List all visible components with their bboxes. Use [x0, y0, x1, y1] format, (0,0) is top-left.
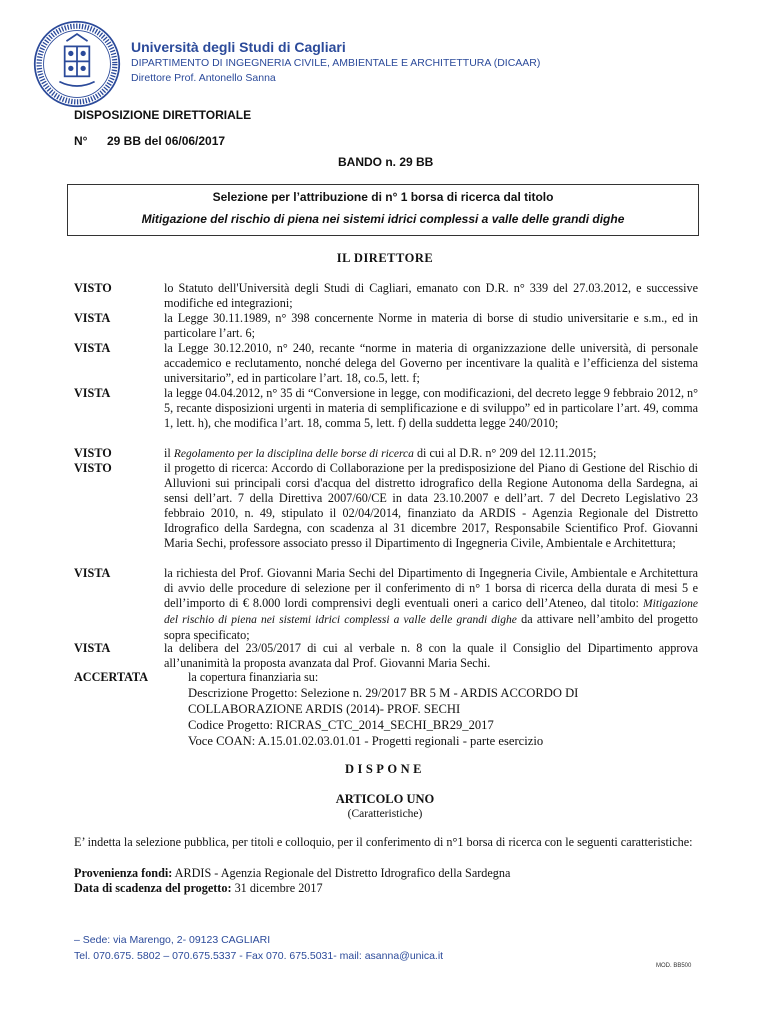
document-number: 29 BB del 06/06/2017: [107, 134, 226, 148]
premise-row: [74, 566, 698, 643]
premise-key: VISTA: [74, 311, 111, 325]
bando-number: BANDO n. 29 BB: [338, 155, 434, 169]
fondi-field: [74, 866, 510, 881]
footer-contacts: Tel. 070.675. 5802 – 070.675.5337 - Fax 070. 675.5031- mail: asanna@unica.it: [74, 950, 444, 962]
premise-key: VISTO: [74, 446, 112, 460]
premise-row: [74, 311, 698, 341]
premise-row: [74, 641, 698, 671]
premise-text: la legge 04.04.2012, n° 35 di “Conversione in legge, con modificazioni, del decreto legge 9 febbraio 2012, n° 5, recante disposizioni urgenti in materia di semplificazione e di sviluppo” ed in particolare l’art. 49, comma 1, lett. h), che modifica l’art. 18, comma 5, lett. f) della suddetta legge 240/2010;: [164, 386, 699, 430]
premise-row: [74, 341, 698, 386]
dispone-heading: DISPONE: [344, 762, 426, 776]
premise-text: la delibera del 23/05/2017 di cui al verbale n. 8 con la quale il Consiglio del Dipartimento approva all’unanimità la proposta avanzata dal Prof. Giovanni Maria Sechi.: [164, 641, 698, 670]
premise-text: la richiesta del Prof. Giovanni Maria Sechi del Dipartimento di Ingegneria Civile, Ambientale e Architettura di avvio delle procedure di selezione per il conferimento di n° 1 borsa di ricerca della durata di mesi 5 e dell’importo di € 8.000 lordi comprensivi degli eventuali oneri a carico dell’Ateneo, dal titolo: Mitigazione del rischio di piena nei sistemi idrici complessi a valle delle grandi dighe da attivare nell’ambito del progetto sopra specificato;: [164, 566, 699, 642]
premise-key: VISTA: [74, 566, 111, 580]
premise-key: VISTA: [74, 341, 111, 355]
il-direttore-heading: IL DIRETTORE: [336, 251, 434, 265]
department-name: DIPARTIMENTO DI INGEGNERIA CIVILE, AMBIENTALE E ARCHITETTURA (DICAAR): [131, 57, 541, 69]
accertata-line: Codice Progetto: RICRAS_CTC_2014_SECHI_BR29_2017: [188, 718, 494, 732]
number-label: N°: [74, 134, 88, 148]
title-box: [67, 184, 699, 236]
accertata-line: Voce COAN: A.15.01.02.03.01.01 - Progetti regionali - parte esercizio: [188, 734, 544, 748]
premise-key: VISTO: [74, 461, 112, 475]
borsa-title: Mitigazione del rischio di piena nei sistemi idrici complessi a valle delle grandi dighe: [164, 598, 698, 626]
scadenza-value: 31 dicembre 2017: [231, 881, 323, 895]
premise-key: VISTO: [74, 281, 112, 295]
title-line-2: Mitigazione del rischio di piena nei sistemi idrici complessi a valle delle grandi dighe: [141, 212, 625, 226]
title-line-1: Selezione per l’attribuzione di n° 1 borsa di ricerca dal titolo: [212, 190, 554, 204]
premise-row: [74, 446, 698, 462]
premise-row: [74, 281, 698, 311]
university-name: Università degli Studi di Cagliari: [131, 39, 346, 55]
premise-key: VISTA: [74, 641, 111, 655]
premise-row: [74, 461, 698, 551]
premise-text: il progetto di ricerca: Accordo di Collaborazione per la predisposizione del Piano di Gestione del Rischio di Alluvioni sui principali corsi d'acqua del distretto idrografico della Regione Autonoma della Sardegna, ai sensi dell’art. 7 della Direttiva 2007/60/CE in data 23.10.2007 e dell’art. 7 del Decreto Legislativo 23 febbraio 2010, n. 49, stipulato il 02/04/2014, finanziato da ARDIS - Agenzia Regionale del Distretto Idrografico della Sardegna, con scadenza al 31 dicembre 2017, Responsabile Scientifico Prof. Giovanni Maria Sechi, professore associato presso il Dipartimento di Ingegneria Civile, Ambientale e Architettura;: [164, 461, 698, 550]
footer-address: – Sede: via Marengo, 2- 09123 CAGLIARI: [74, 934, 271, 946]
article-title: ARTICOLO UNO: [335, 792, 435, 806]
scadenza-field: [74, 881, 323, 896]
premise-text: lo Statuto dell'Università degli Studi di Cagliari, emanato con D.R. n° 339 del 27.03.2012, e successive modifiche ed integrazioni;: [164, 281, 698, 310]
accertata-line: Descrizione Progetto: Selezione n. 29/2017 BR 5 M - ARDIS ACCORDO DI: [188, 686, 579, 700]
fondi-value: ARDIS - Agenzia Regionale del Distretto Idrografico della Sardegna: [172, 866, 511, 880]
university-seal-logo: [33, 20, 121, 108]
premise-text: la Legge 30.12.2010, n° 240, recante “norme in materia di organizzazione delle università, di personale accademico e reclutamento, nonché delega del Governo per incentivare la qualità e l’efficienza del sistema universitario”, ed in particolare l’art. 18, co.5, lett. f;: [164, 341, 698, 385]
document-type: DISPOSIZIONE DIRETTORIALE: [74, 108, 252, 122]
director-name: Direttore Prof. Antonello Sanna: [131, 72, 276, 84]
article-subtitle: (Caratteristiche): [347, 808, 423, 820]
accertata-line: COLLABORAZIONE ARDIS (2014)- PROF. SECHI: [188, 702, 461, 716]
accertata-block: [74, 670, 698, 749]
scadenza-label: Data di scadenza del progetto:: [74, 881, 232, 895]
accertata-key: ACCERTATA: [74, 670, 149, 684]
fondi-label: Provenienza fondi:: [74, 866, 173, 880]
article-text: E’ indetta la selezione pubblica, per titoli e colloquio, per il conferimento di n°1 borsa di ricerca con le seguenti caratteristiche:: [74, 835, 693, 849]
premise-text: la Legge 30.11.1989, n° 398 concernente Norme in materia di borse di studio universitarie e s.m., ed in particolare l’art. 6;: [164, 311, 698, 340]
accertata-intro: la copertura finanziaria su:: [188, 670, 319, 684]
premise-key: VISTA: [74, 386, 111, 400]
regolamento-title: Regolamento per la disciplina delle borse di ricerca: [173, 448, 414, 460]
module-code: MOD. BB500: [656, 963, 692, 969]
premise-text: il Regolamento per la disciplina delle borse di ricerca di cui al D.R. n° 209 del 12.11.2015;: [164, 446, 597, 460]
premise-row: [74, 386, 698, 431]
